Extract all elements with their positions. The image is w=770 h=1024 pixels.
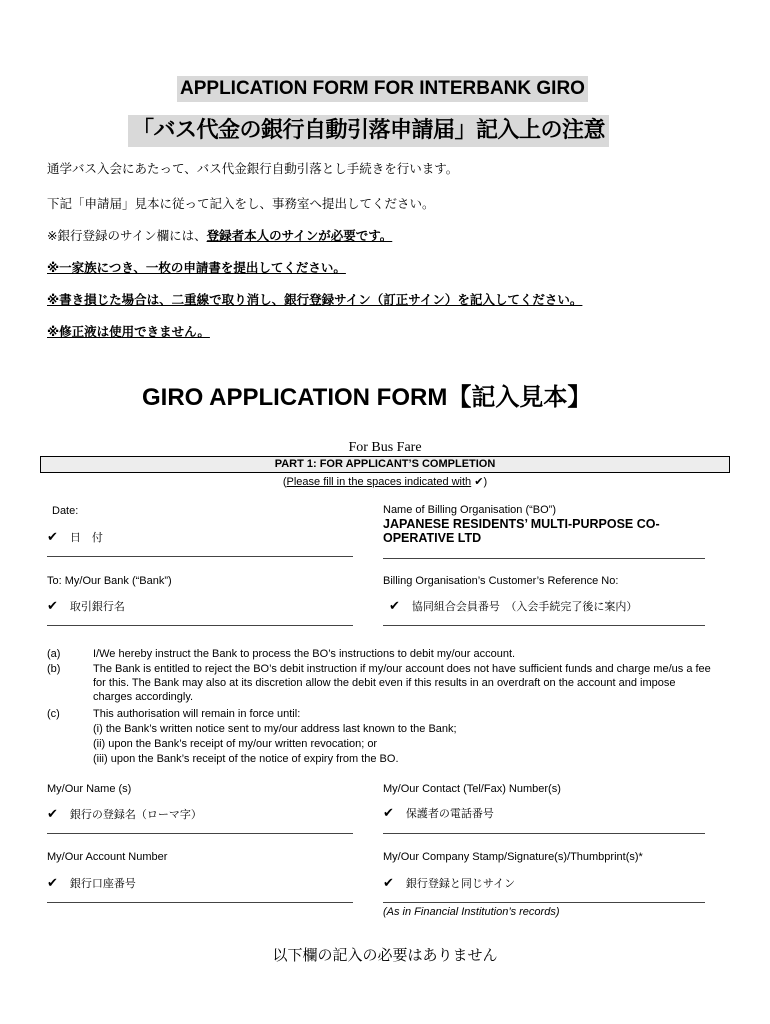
stamp-note: (As in Financial Institution’s records) — [383, 906, 560, 918]
for-bus-fare: For Bus Fare — [348, 440, 422, 455]
title-japanese: 「バス代金の銀行自動引落申請届」記入上の注意 — [128, 115, 609, 147]
stamp-label: My/Our Company Stamp/Signature(s)/Thumbprint(s)* — [383, 851, 643, 863]
clause-b-mark: (b) — [47, 663, 61, 675]
name-label: My/Our Name (s) — [47, 783, 132, 795]
bank-field[interactable] — [47, 600, 125, 614]
note-line-3 — [47, 228, 392, 244]
bo-name: JAPANESE RESIDENTS’ MULTI-PURPOSE CO-OPERATIVE LTD — [383, 517, 660, 545]
check-icon: ✔ — [474, 476, 484, 488]
footer-note: 以下欄の記入の必要はありません — [272, 946, 498, 964]
check-icon: ✔ — [47, 876, 58, 891]
note-line-1: 通学バス入会にあたって、バス代金銀行自動引落とし手続きを行います。 — [47, 161, 459, 176]
sub-clause-ii: (ii) upon the Bank’s receipt of my/our written revocation; or — [93, 738, 378, 750]
note-line-6: ※修正液は使用できません。 — [47, 324, 210, 339]
check-icon: ✔ — [47, 530, 58, 545]
ref-value: 協同組合会員番号 （入会手続完了後に案内） — [411, 600, 638, 613]
clause-c-mark: (c) — [47, 708, 60, 720]
note-line-4: ※一家族につき、一枚の申請書を提出してください。 — [47, 260, 346, 275]
title-english: APPLICATION FORM FOR INTERBANK GIRO — [177, 76, 588, 102]
account-value: 銀行口座番号 — [69, 877, 136, 890]
note-line-5: ※書き損じた場合は、二重線で取り消し、銀行登録サイン（訂正サイン）を記入してください。 — [47, 292, 583, 307]
stamp-underline — [383, 902, 705, 903]
clause-c-text: This authorisation will remain in force until: — [93, 708, 301, 720]
ref-underline — [383, 625, 705, 626]
date-underline — [47, 556, 353, 557]
clause-b-text: The Bank is entitled to reject the BO’s debit instruction if my/our account does not have sufficient funds and charge me/us a fee for this. The Bank may also at its discretion allow the debit even if this results in an overdraft on the account and impose charges accordingly. — [93, 663, 711, 703]
instruction-line — [0, 474, 770, 490]
note-line-3-bold: 登録者本人のサインが必要です。 — [206, 228, 393, 243]
sub-clause-iii: (iii) upon the Bank’s receipt of the notice of expiry from the BO. — [93, 753, 399, 765]
instruction-open: ( — [282, 476, 287, 488]
account-underline — [47, 902, 353, 903]
stamp-field[interactable] — [383, 877, 515, 891]
clause-a-mark: (a) — [47, 648, 61, 660]
date-value: 日 付 — [69, 531, 103, 544]
check-icon: ✔ — [383, 876, 394, 891]
note-line-3-prefix: ※銀行登録のサイン欄には、 — [47, 228, 207, 243]
note-line-2: 下記「申請届」見本に従って記入をし、事務室へ提出してください。 — [47, 196, 435, 211]
account-field[interactable] — [47, 877, 136, 891]
name-field[interactable] — [47, 808, 202, 822]
clause-a-text: I/We hereby instruct the Bank to process the BO’s instructions to debit my/our account. — [93, 648, 516, 660]
check-icon: ✔ — [383, 806, 394, 821]
bank-underline — [47, 625, 353, 626]
stamp-value: 銀行登録と同じサイン — [405, 877, 516, 890]
date-label: Date: — [52, 505, 79, 517]
contact-value: 保護者の電話番号 — [405, 807, 494, 820]
account-label: My/Our Account Number — [47, 851, 168, 863]
name-underline — [47, 833, 353, 834]
name-value: 銀行の登録名（ローマ字） — [69, 808, 202, 821]
bank-label: To: My/Our Bank (“Bank”) — [47, 575, 172, 587]
check-icon: ✔ — [389, 599, 400, 614]
check-icon: ✔ — [47, 599, 58, 614]
form-title: GIRO APPLICATION FORM【記入見本】 — [142, 384, 592, 411]
contact-field[interactable] — [383, 807, 494, 821]
bo-underline — [383, 558, 705, 559]
contact-label: My/Our Contact (Tel/Fax) Number(s) — [383, 783, 561, 795]
ref-label: Billing Organisation’s Customer’s Reference No: — [383, 575, 619, 587]
bo-label: Name of Billing Organisation (“BO”) — [383, 504, 557, 516]
contact-underline — [383, 833, 705, 834]
date-field[interactable] — [47, 531, 103, 545]
sub-clause-i: (i) the Bank’s written notice sent to my/our address last known to the Bank; — [93, 723, 457, 735]
check-icon: ✔ — [47, 807, 58, 822]
instruction-close: ) — [483, 476, 488, 488]
bank-value: 取引銀行名 — [69, 600, 125, 613]
ref-field[interactable] — [389, 600, 637, 614]
instruction-text: Please fill in the spaces indicated with — [286, 476, 472, 488]
part1-header: PART 1: FOR APPLICANT’S COMPLETION — [40, 456, 730, 473]
